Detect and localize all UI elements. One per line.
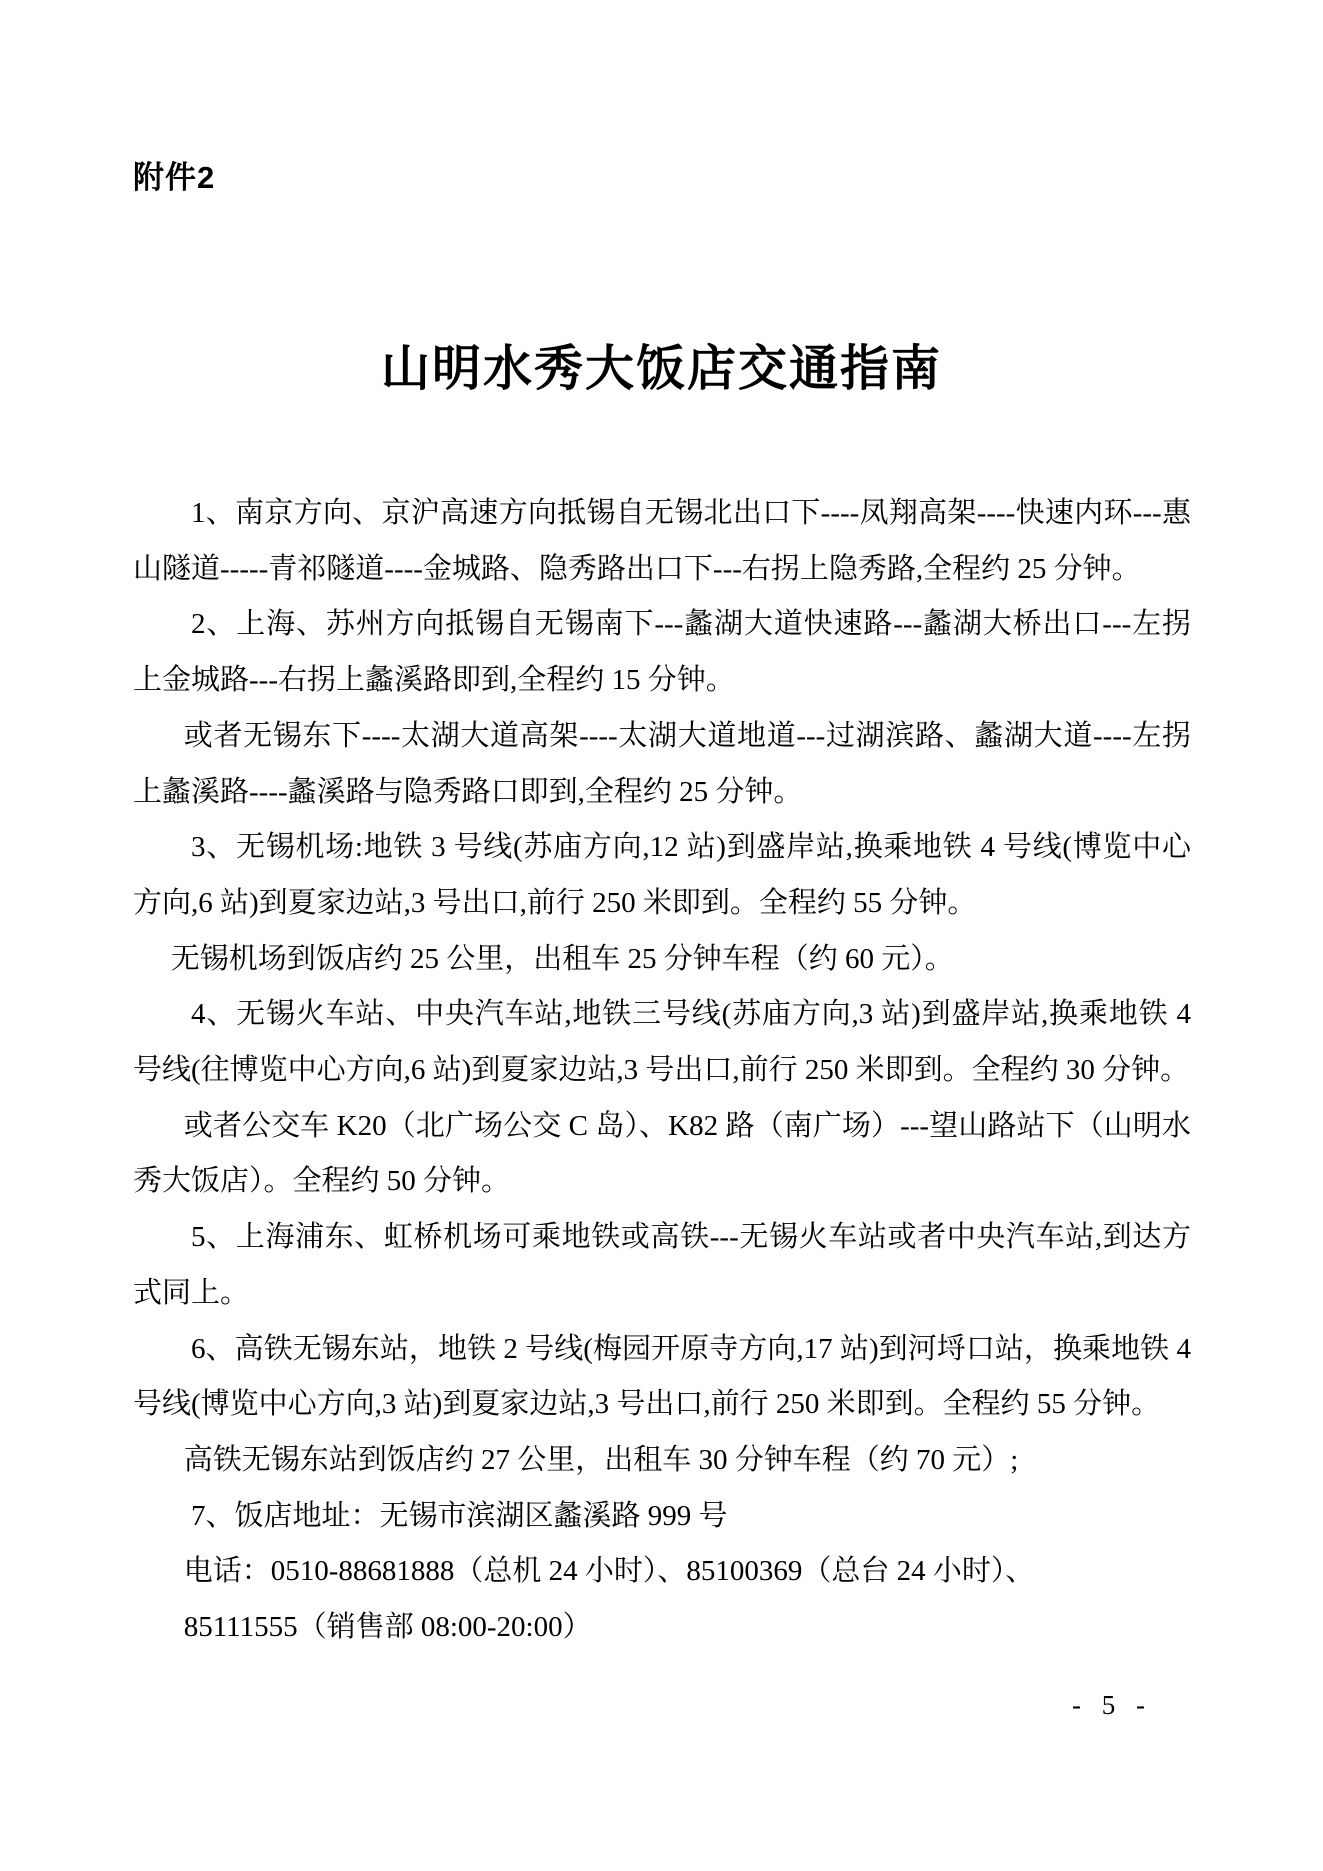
page-number: - 5 -: [1072, 1690, 1152, 1720]
paragraph-route-wuxi-east: 或者无锡东下----太湖大道高架----太湖大道地道---过湖滨路、蠡湖大道----左拐上蠡溪路----蠡溪路与隐秀路口即到,全程约 25 分钟。: [133, 719, 1191, 808]
document-body: [133, 486, 1191, 1656]
paragraph-bus-routes: 或者公交车 K20（北广场公交 C 岛）、K82 路（南广场）---望山路站下（山明水秀大饭店）。全程约 50 分钟。: [133, 1109, 1191, 1198]
paragraph-route-shanghai-suzhou: 2、上海、苏州方向抵锡自无锡南下---蠡湖大道快速路---蠡湖大桥出口---左拐上金城路---右拐上蠡溪路即到,全程约 15 分钟。: [133, 608, 1191, 697]
paragraph-shanghai-airports: 5、上海浦东、虹桥机场可乘地铁或高铁---无锡火车站或者中央汽车站,到达方式同上。: [133, 1221, 1191, 1309]
paragraph-railway-station: 4、无锡火车站、中央汽车站,地铁三号线(苏庙方向,3 站)到盛岸站,换乘地铁 4 号线(往博览中心方向,6 站)到夏家边站,3 号出口,前行 250 米即到。全程约 30 分钟。: [133, 998, 1191, 1087]
page-title: 山明水秀大饭店交通指南: [380, 341, 942, 396]
paragraph-wuxi-east-hsr: 6、高铁无锡东站，地铁 2 号线(梅园开原寺方向,17 站)到河埒口站，换乘地铁 4 号线(博览中心方向,3 站)到夏家边站,3 号出口,前行 250 米即到。全程约 55 分钟。: [133, 1332, 1191, 1421]
paragraph-route-nanjing: 1、南京方向、京沪高速方向抵锡自无锡北出口下----凤翔高架----快速内环---惠山隧道-----青祁隧道----金城路、隐秀路出口下---右拐上隐秀路,全程约 25 分钟。: [133, 497, 1191, 585]
paragraph-hotel-phone-2: 85111555（销售部 08:00-20:00）: [183, 1611, 592, 1644]
paragraph-wuxi-airport-taxi: 无锡机场到饭店约 25 公里，出租车 25 分钟车程（约 60 元）。: [170, 942, 954, 975]
paragraph-hotel-phone: 电话：0510-88681888（总机 24 小时）、85100369（总台 24 小时）、: [183, 1555, 1035, 1588]
paragraph-wuxi-airport-metro: 3、无锡机场:地铁 3 号线(苏庙方向,12 站)到盛岸站,换乘地铁 4 号线(博览中心方向,6 站)到夏家边站,3 号出口,前行 250 米即到。全程约 55 分钟。: [133, 831, 1191, 919]
paragraph-hotel-address: 7、饭店地址：无锡市滨湖区蠡溪路 999 号: [191, 1499, 728, 1532]
attachment-label: 附件2: [133, 160, 216, 195]
paragraph-hsr-taxi: 高铁无锡东站到饭店约 27 公里，出租车 30 分钟车程（约 70 元）;: [183, 1443, 1019, 1476]
